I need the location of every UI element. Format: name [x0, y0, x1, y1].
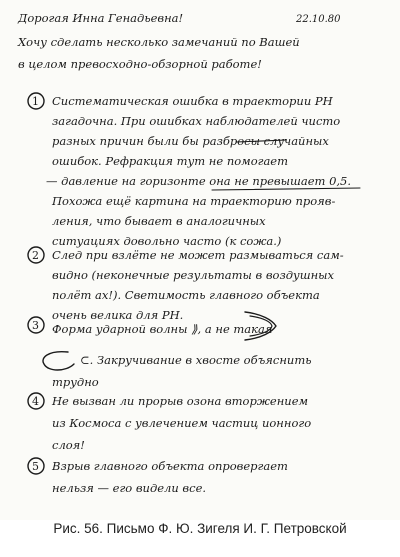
item-number: 5	[32, 460, 39, 473]
item-line: Не вызван ли прорыв озона вторжением	[52, 394, 309, 408]
item-line: нельзя — его видели все.	[52, 481, 207, 495]
item-number: 1	[32, 95, 39, 108]
item-number: 2	[32, 249, 39, 262]
item-line: из Космоса с увлечением частиц ионного	[52, 416, 312, 430]
shockwave-closed-sketch	[43, 352, 74, 370]
figure-caption: Рис. 56. Письмо Ф. Ю. Зигеля И. Г. Петровской	[53, 521, 347, 536]
item-line: — давление на горизонте она не превышает 0,5.	[46, 174, 352, 188]
item-line: ошибок. Рефракция тут не помогает	[52, 154, 289, 168]
letter-date: 22.10.80	[296, 14, 341, 25]
item-line: Взрыв главного объекта опровергает	[52, 459, 288, 473]
item-line: видно (неконечные результаты в воздушных	[52, 268, 335, 282]
letter-intro-line: в целом превосходно-обзорной работе!	[18, 57, 262, 71]
item-line: ⊂. Закручивание в хвосте объяснить	[80, 353, 312, 367]
item-line: След при взлёте не может размываться сам-	[52, 248, 344, 262]
item-number: 4	[32, 395, 39, 408]
item-line: ления, что бывает в аналогичных	[52, 214, 266, 228]
letter-greeting: Дорогая Инна Генадьевна!	[18, 11, 184, 25]
item-line: слоя!	[52, 438, 85, 452]
item-line: Форма ударной волны ⟫, а не такая	[52, 322, 273, 336]
item-line: загадочна. При ошибках наблюдателей чисто	[52, 114, 341, 128]
item-line: Систематическая ошибка в траектории РН	[52, 94, 333, 108]
item-line: трудно	[52, 375, 99, 389]
item-line: разных причин были бы разбросы случайных	[52, 134, 329, 148]
underline-mark	[212, 188, 360, 190]
item-line: ситуациях довольно часто (к сожа.)	[52, 234, 282, 248]
item-line: Похожа ещё картина на траекторию прояв-	[52, 194, 336, 208]
item-line: очень велика для РН.	[52, 308, 184, 322]
item-number: 3	[32, 319, 39, 332]
item-line: полёт ах!). Светимость главного объекта	[52, 288, 320, 302]
letter-intro-line: Хочу сделать несколько замечаний по Вашей	[18, 35, 300, 49]
